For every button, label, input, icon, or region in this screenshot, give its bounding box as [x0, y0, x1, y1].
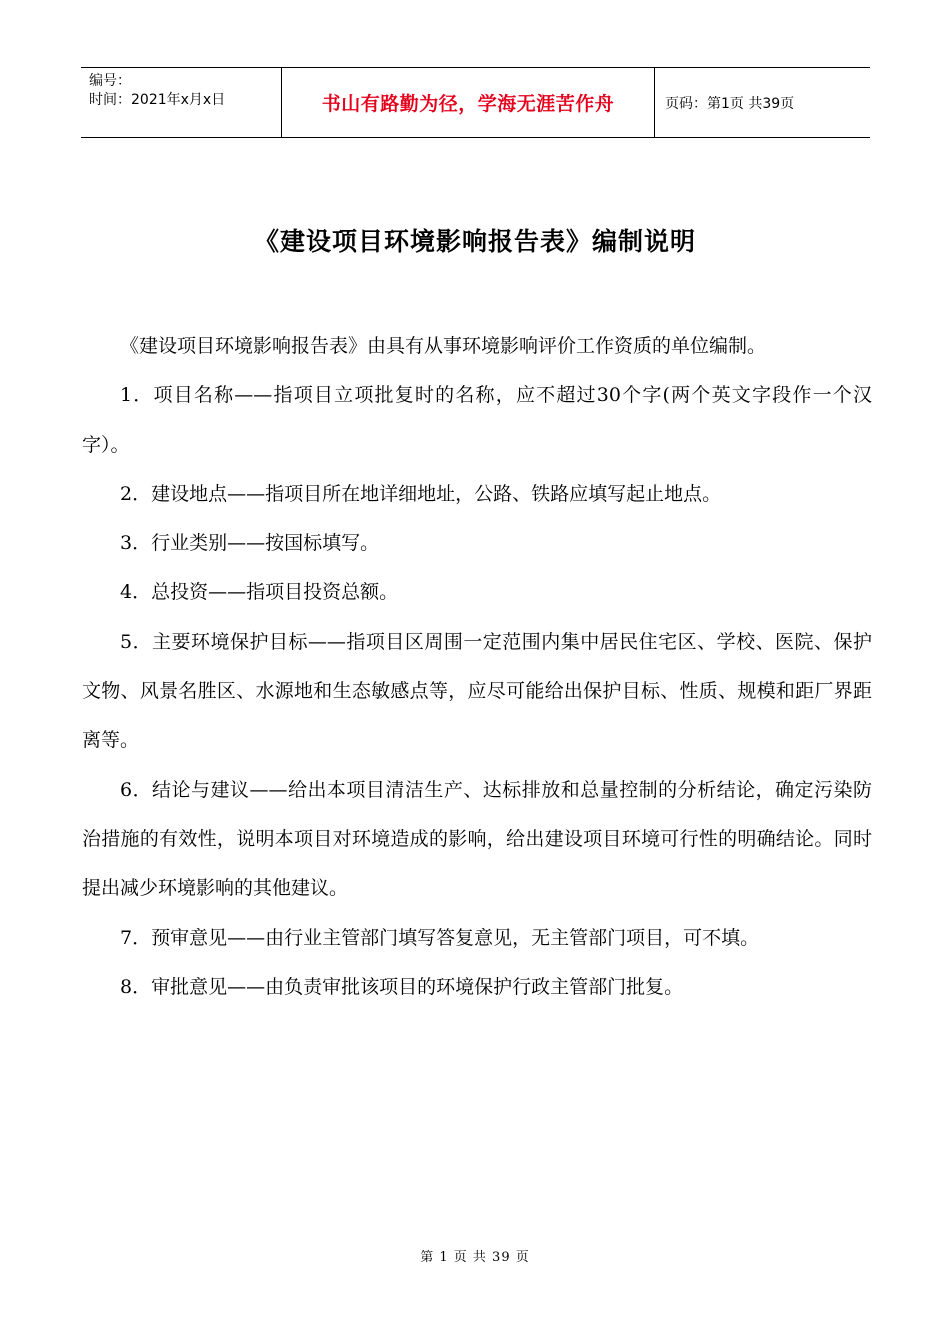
item-conclusions: 6．结论与建议——给出本项目清洁生产、达标排放和总量控制的分析结论，确定污染防治措施的有效性，说明本项目对环境造成的影响，给出建设项目环境可行性的明确结论。同时提出减少环境影响的其他建议。	[82, 778, 872, 900]
item-approval-opinion: 8．审批意见——由负责审批该项目的环境保护行政主管部门批复。	[120, 975, 684, 998]
item-total-investment: 4．总投资——指项目投资总额。	[120, 581, 399, 604]
header-table	[81, 67, 870, 138]
motto-text: 书山有路勤为径，学海无涯苦作舟	[321, 93, 615, 115]
intro-paragraph: 《建设项目环境影响报告表》由具有从事环境影响评价工作资质的单位编制。	[120, 335, 767, 357]
header-motto-cell	[281, 68, 655, 137]
document-number-label: 编号：	[89, 73, 131, 89]
item-preliminary-review: 7．预审意见——由行业主管部门填写答复意见，无主管部门项目，可不填。	[120, 926, 760, 949]
document-title: 《建设项目环境影响报告表》编制说明	[253, 227, 696, 256]
page-info: 页码：第1页 共39页	[665, 95, 795, 112]
document-date: 时间：2021年x月x日	[89, 92, 226, 108]
page-footer: 第 1 页 共 39 页	[420, 1250, 530, 1265]
header-page-cell	[655, 68, 870, 137]
document-body	[82, 322, 872, 1012]
item-project-name: 1．项目名称——指项目立项批复时的名称，应不超过30个字(两个英文字段作一个汉字）。	[82, 384, 872, 456]
item-industry-category: 3．行业类别——按国标填写。	[120, 532, 380, 555]
header-meta-cell	[81, 68, 281, 137]
item-protection-targets: 5．主要环境保护目标——指项目区周围一定范围内集中居民住宅区、学校、医院、保护文物、风景名胜区、水源地和生态敏感点等，应尽可能给出保护目标、性质、规模和距厂界距离等。	[82, 630, 872, 752]
item-construction-site: 2．建设地点——指项目所在地详细地址，公路、铁路应填写起止地点。	[120, 482, 722, 505]
